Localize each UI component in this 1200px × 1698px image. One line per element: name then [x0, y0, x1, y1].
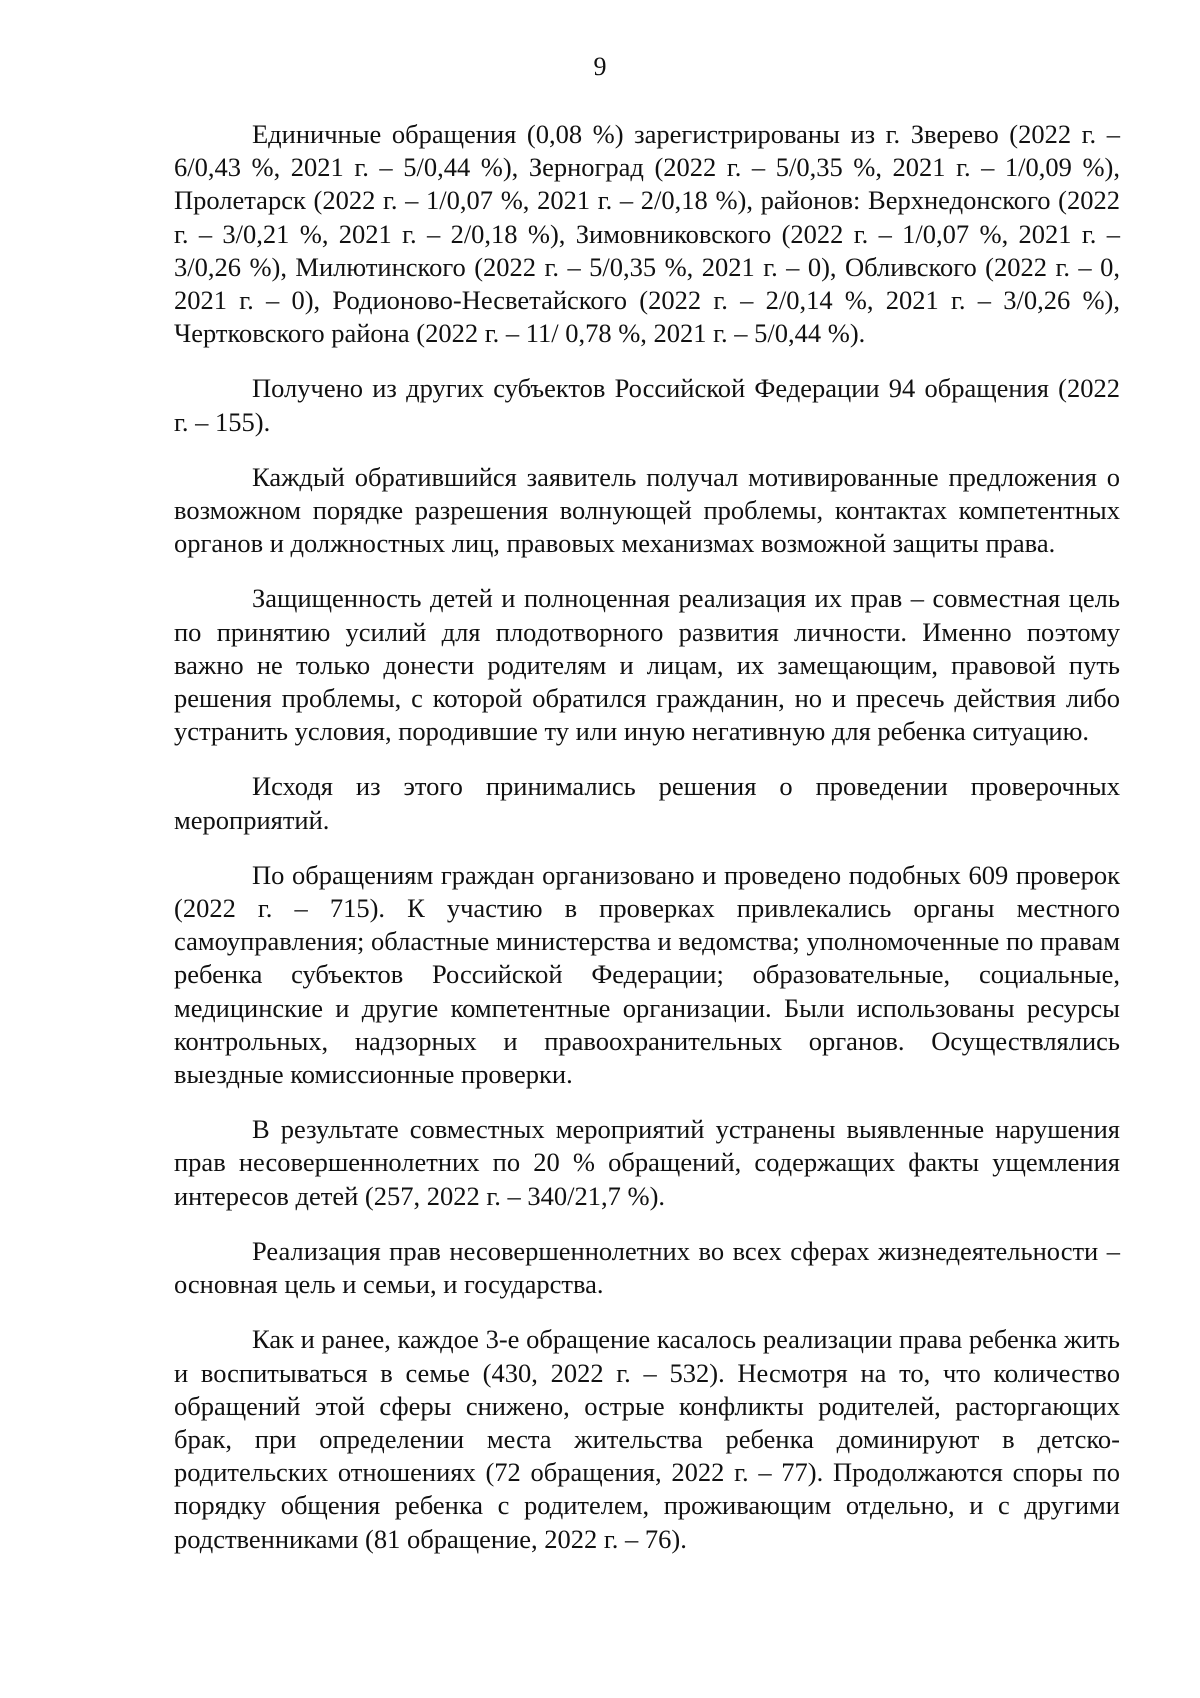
- paragraph-inspections-conducted: По обращениям граждан организовано и проведено подобных 609 проверок (2022 г. – 715). К участию в проверках привлекались органы местного самоуправления; областные министерства и ведомства; уполномоченные по правам ребенка субъектов Российской Федерации; образовательные, социальные, медицинские и другие компетентные организации. Были использованы ресурсы контрольных, надзорных и правоохранительных органов. Осуществлялись выездные комиссионные проверки.: [174, 859, 1120, 1090]
- paragraph-family-rights: Как и ранее, каждое 3-е обращение касалось реализации права ребенка жить и воспитываться в семье (430, 2022 г. – 532). Несмотря на то, что количество обращений этой сферы снижено, острые конфликты родителей, расторгающих брак, при определении места жительства ребенка доминируют в детско-родительских отношениях (72 обращения, 2022 г. – 77). Продолжаются споры по порядку общения ребенка с родителем, проживающим отдельно, и с другими родственниками (81 обращение, 2022 г. – 76).: [174, 1324, 1120, 1554]
- paragraph-applicant-proposals: Каждый обратившийся заявитель получал мотивированные предложения о возможном порядке разрешения волнующей проблемы, контактах компетентных органов и должностных лиц, правовых механизмах возможной защиты права.: [174, 461, 1120, 559]
- paragraph-other-subjects: Получено из других субъектов Российской Федерации 94 обращения (2022 г. – 155).: [174, 373, 1120, 437]
- paragraph-violations-eliminated: В результате совместных мероприятий устранены выявленные нарушения прав несовершеннолетних по 20 % обращений, содержащих факты ущемления интересов детей (257, 2022 г. – 340/21,7 %).: [174, 1114, 1120, 1211]
- document-body: [174, 118, 1120, 1578]
- paragraph-inspection-decisions: Исходя из этого принимались решения о проведении проверочных мероприятий.: [174, 771, 1120, 835]
- page-number: 9: [593, 52, 607, 81]
- paragraph-rights-realization: Реализация прав несовершеннолетних во всех сферах жизнедеятельности – основная цель и семьи, и государства.: [174, 1235, 1120, 1300]
- paragraph-child-protection: Защищенность детей и полноценная реализация их прав – совместная цель по принятию усилий для плодотворного развития личности. Именно поэтому важно не только донести родителям и лицам, их замещающим, правовой путь решения проблемы, с которой обратился гражданин, но и пресечь действия либо устранить условия, породившие ту или иную негативную для ребенка ситуацию.: [174, 583, 1120, 747]
- paragraph-regional-appeals: Единичные обращения (0,08 %) зарегистрированы из г. Зверево (2022 г. – 6/0,43 %, 2021 г. – 5/0,44 %), Зерноград (2022 г. – 5/0,35 %, 2021 г. – 1/0,09 %), Пролетарск (2022 г. – 1/0,07 %, 2021 г. – 2/0,18 %), районов: Верхнедонского (2022 г. – 3/0,21 %, 2021 г. – 2/0,18 %), Зимовниковского (2022 г. – 1/0,07 %, 2021 г. – 3/0,26 %), Милютинского (2022 г. – 5/0,35 %, 2021 г. – 0), Обливского (2022 г. – 0, 2021 г. – 0), Родионово-Несветайского (2022 г. – 2/0,14 %, 2021 г. – 3/0,26 %), Чертковского района (2022 г. – 11/ 0,78 %, 2021 г. – 5/0,44 %).: [174, 119, 1120, 349]
